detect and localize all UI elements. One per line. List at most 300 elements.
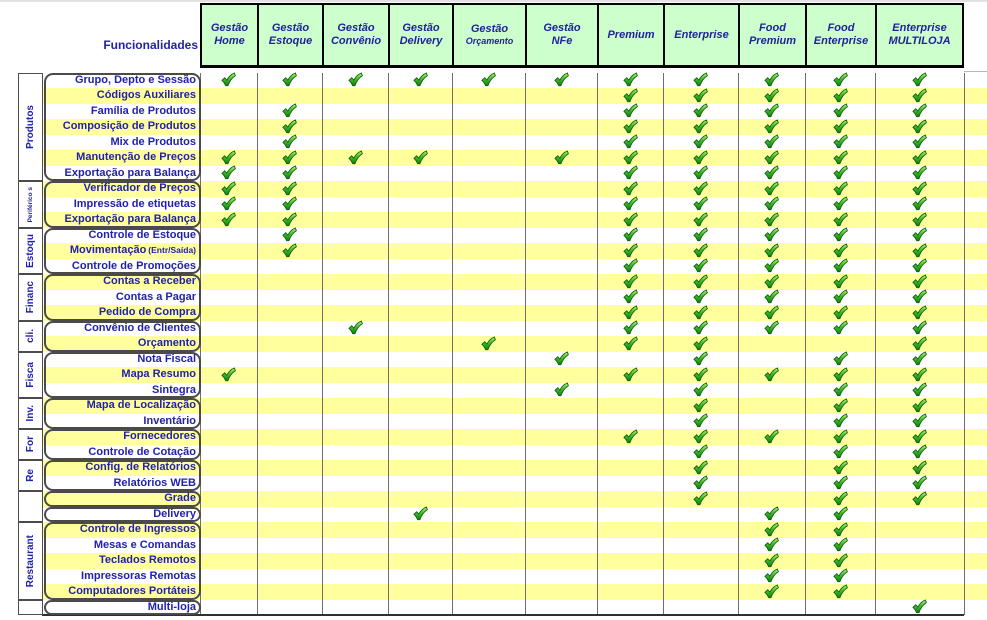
green-check-icon [554, 150, 569, 165]
column-grid-line [597, 73, 598, 616]
header-cell-edition-4 [452, 3, 527, 68]
green-check-icon [693, 320, 708, 335]
green-check-icon [282, 243, 297, 258]
green-check-icon [693, 475, 708, 490]
green-check-icon [282, 72, 297, 87]
green-check-icon [833, 320, 848, 335]
green-check-icon [912, 181, 927, 196]
green-check-icon [693, 289, 708, 304]
group-label-box [18, 600, 43, 616]
green-check-icon [833, 491, 848, 506]
green-check-icon [764, 119, 779, 134]
green-check-icon [221, 72, 236, 87]
green-check-icon [912, 72, 927, 87]
green-check-icon [693, 72, 708, 87]
row-label-text: Grade [164, 492, 196, 504]
row-label [46, 321, 196, 337]
green-check-icon [912, 305, 927, 320]
green-check-icon [764, 103, 779, 118]
row-label [46, 212, 196, 228]
green-check-icon [912, 491, 927, 506]
green-check-icon [833, 196, 848, 211]
header-cell-edition-0 [200, 3, 259, 68]
green-check-icon [833, 506, 848, 521]
row-label-text: Delivery [153, 507, 196, 520]
group-label-box [18, 491, 43, 522]
green-check-icon [833, 103, 848, 118]
green-check-icon [693, 227, 708, 242]
header-cell-line: Premium [607, 28, 655, 41]
green-check-icon [764, 150, 779, 165]
row-label-text: Mapa Resumo [121, 368, 196, 380]
green-check-icon [764, 243, 779, 258]
group-label: Re [25, 469, 36, 482]
group-label-box [18, 460, 43, 491]
green-check-icon [623, 165, 638, 180]
header-cell-line: Orçamento [465, 36, 514, 46]
header-cell-edition-8 [738, 3, 807, 68]
green-check-icon [693, 134, 708, 149]
green-check-icon [693, 460, 708, 475]
green-check-icon [623, 274, 638, 289]
row-label-text: Teclados Remotos [99, 554, 196, 566]
header-cell-line: Enterprise [892, 22, 947, 34]
green-check-icon [693, 103, 708, 118]
column-grid-line [257, 73, 258, 616]
green-check-icon [912, 243, 927, 258]
green-check-icon [912, 413, 927, 428]
green-check-icon [833, 227, 848, 242]
green-check-icon [833, 413, 848, 428]
group-label-box [18, 429, 43, 460]
functionalities-heading: Funcionalidades [103, 38, 198, 52]
green-check-icon [693, 398, 708, 413]
row-label-text: Verificador de Preços [83, 182, 196, 194]
green-check-icon [764, 367, 779, 382]
header-cell-edition-3 [388, 3, 454, 68]
green-check-icon [623, 227, 638, 242]
group-label-box [18, 73, 43, 182]
column-grid-line [525, 73, 526, 616]
row-label [46, 476, 196, 492]
green-check-icon [833, 351, 848, 366]
row-label [46, 181, 196, 197]
header-cell-line: Estoque [268, 35, 313, 47]
green-check-icon [693, 243, 708, 258]
green-check-icon [764, 181, 779, 196]
row-label-text: Manutenção de Preços [76, 151, 196, 163]
row-label-text: Controle de Cotação [88, 445, 196, 458]
row-label [46, 600, 196, 616]
group-label: Inv. [25, 405, 36, 422]
green-check-icon [623, 196, 638, 211]
header-cell-edition-2 [322, 3, 390, 68]
green-check-icon [693, 351, 708, 366]
green-check-icon [282, 212, 297, 227]
green-check-icon [348, 72, 363, 87]
green-check-icon [693, 258, 708, 273]
green-check-icon [764, 165, 779, 180]
green-check-icon [833, 258, 848, 273]
green-check-icon [912, 429, 927, 444]
group-label: For [25, 436, 36, 453]
green-check-icon [693, 429, 708, 444]
green-check-icon [912, 599, 927, 614]
green-check-icon [833, 181, 848, 196]
green-check-icon [833, 398, 848, 413]
green-check-icon [764, 506, 779, 521]
green-check-icon [912, 165, 927, 180]
green-check-icon [282, 165, 297, 180]
green-check-icon [833, 460, 848, 475]
green-check-icon [912, 367, 927, 382]
group-label-box [18, 181, 43, 228]
row-label [46, 522, 196, 538]
green-check-icon [623, 305, 638, 320]
row-label [46, 73, 196, 89]
column-grid-line [388, 73, 389, 616]
row-label-text: Fornecedores [123, 430, 196, 442]
row-label-text: Sintegra [151, 383, 196, 396]
green-check-icon [912, 88, 927, 103]
row-label [46, 228, 196, 244]
green-check-icon [764, 537, 779, 552]
row-label-text: Multi-loja [147, 600, 196, 613]
column-grid-line [805, 73, 806, 616]
green-check-icon [833, 289, 848, 304]
row-label [46, 383, 196, 399]
row-label-text: Composição de Produtos [62, 120, 196, 132]
green-check-icon [912, 320, 927, 335]
green-check-icon [912, 460, 927, 475]
row-label [46, 88, 196, 104]
green-check-icon [764, 522, 779, 537]
header-cell-line: Delivery [399, 35, 443, 47]
row-label-text: Mesas e Comandas [93, 538, 196, 551]
header-cell-edition-9 [805, 3, 877, 68]
green-check-icon [833, 367, 848, 382]
green-check-icon [833, 274, 848, 289]
green-check-icon [912, 258, 927, 273]
row-label [46, 290, 196, 306]
green-check-icon [348, 320, 363, 335]
green-check-icon [623, 181, 638, 196]
row-label [46, 166, 196, 182]
green-check-icon [693, 491, 708, 506]
green-check-icon [693, 413, 708, 428]
green-check-icon [833, 553, 848, 568]
green-check-icon [833, 243, 848, 258]
row-label [46, 414, 196, 430]
header-cell-line: Gestão [402, 22, 440, 34]
green-check-icon [833, 444, 848, 459]
row-label-text: Família de Produtos [90, 104, 196, 117]
group-label: Restaurant [25, 534, 36, 587]
green-check-icon [554, 351, 569, 366]
row-label [46, 398, 196, 414]
row-label-text: Impressoras Remotas [81, 569, 196, 582]
row-label [46, 104, 196, 120]
green-check-icon [764, 553, 779, 568]
group-label-box [18, 228, 43, 275]
green-check-icon [912, 119, 927, 134]
row-label-text: Nota Fiscal [137, 352, 196, 365]
row-label [46, 352, 196, 368]
green-check-icon [764, 320, 779, 335]
green-check-icon [833, 522, 848, 537]
row-label-text: Impressão de etiquetas [73, 197, 196, 210]
green-check-icon [693, 367, 708, 382]
green-check-icon [912, 475, 927, 490]
green-check-icon [764, 88, 779, 103]
green-check-icon [623, 103, 638, 118]
header-cell-line: Home [214, 35, 245, 47]
green-check-icon [764, 274, 779, 289]
group-label: Financ [25, 281, 36, 314]
row-label [46, 197, 196, 213]
green-check-icon [413, 506, 428, 521]
green-check-icon [764, 429, 779, 444]
green-check-icon [623, 150, 638, 165]
green-check-icon [693, 305, 708, 320]
green-check-icon [623, 367, 638, 382]
header-cell-line: Food [827, 22, 855, 34]
green-check-icon [912, 351, 927, 366]
group-label: Estoqu [25, 233, 36, 268]
row-label [46, 507, 196, 523]
green-check-icon [282, 227, 297, 242]
row-label-text: Relatórios WEB [113, 476, 196, 489]
green-check-icon [833, 382, 848, 397]
row-label-text: Controle de Promoções [71, 259, 196, 272]
row-label-small-text: (Entr/Saída) [148, 245, 196, 255]
green-check-icon [623, 72, 638, 87]
green-check-icon [221, 212, 236, 227]
header-cell-line: Gestão [271, 22, 310, 34]
row-label [46, 569, 196, 585]
green-check-icon [348, 150, 363, 165]
row-label-text: Inventário [143, 414, 196, 427]
green-check-icon [764, 227, 779, 242]
green-check-icon [554, 72, 569, 87]
green-check-icon [623, 212, 638, 227]
green-check-icon [912, 289, 927, 304]
green-check-icon [693, 274, 708, 289]
green-check-icon [221, 181, 236, 196]
green-check-icon [912, 227, 927, 242]
row-label [46, 274, 196, 290]
row-label-text: Movimentação [69, 244, 147, 256]
row-label-text: Controle de Estoque [88, 228, 196, 241]
header-cell-edition-1 [257, 3, 324, 68]
green-check-icon [764, 584, 779, 599]
top-window-edge [0, 0, 987, 2]
group-label-box [18, 321, 43, 352]
column-grid-line [738, 73, 739, 616]
green-check-icon [282, 181, 297, 196]
row-label-text: Exportação para Balança [64, 166, 196, 179]
group-label: Fisca [25, 361, 36, 388]
green-check-icon [693, 165, 708, 180]
green-check-icon [833, 165, 848, 180]
row-label [46, 460, 196, 476]
green-check-icon [764, 72, 779, 87]
green-check-icon [221, 150, 236, 165]
green-check-icon [912, 134, 927, 149]
green-check-icon [693, 88, 708, 103]
table-top-right-line [964, 71, 987, 72]
row-label-text: Contas a Receber [103, 275, 196, 287]
green-check-icon [833, 150, 848, 165]
green-check-icon [413, 150, 428, 165]
row-label-text: Contas a Pagar [115, 290, 196, 303]
green-check-icon [833, 568, 848, 583]
green-check-icon [833, 119, 848, 134]
green-check-icon [912, 150, 927, 165]
header-cell-line: Gestão [337, 22, 375, 34]
green-check-icon [623, 258, 638, 273]
green-check-icon [554, 382, 569, 397]
header-cell-line: Premium [748, 35, 797, 47]
green-check-icon [764, 289, 779, 304]
green-check-icon [693, 336, 708, 351]
row-label [46, 445, 196, 461]
row-label [46, 135, 196, 151]
green-check-icon [693, 196, 708, 211]
header-cell-line: Enterprise [674, 28, 729, 41]
row-label [46, 553, 196, 569]
row-label-text: Mapa de Localização [86, 399, 196, 411]
green-check-icon [282, 119, 297, 134]
green-check-icon [764, 212, 779, 227]
row-label [46, 243, 196, 259]
header-cell-line: Gestão [543, 22, 581, 34]
row-label [46, 491, 196, 507]
green-check-icon [764, 196, 779, 211]
header-cell-line: Gestão [470, 23, 509, 35]
green-check-icon [912, 398, 927, 413]
group-label-box [18, 522, 43, 600]
green-check-icon [912, 382, 927, 397]
green-check-icon [693, 181, 708, 196]
green-check-icon [623, 134, 638, 149]
row-label [46, 538, 196, 554]
row-label-text: Códigos Auxiliares [96, 89, 196, 101]
green-check-icon [693, 150, 708, 165]
green-check-icon [764, 258, 779, 273]
green-check-icon [833, 305, 848, 320]
header-cell-edition-6 [597, 3, 665, 68]
group-label: Produtos [25, 104, 36, 149]
green-check-icon [221, 196, 236, 211]
header-cell-edition-7 [663, 3, 740, 68]
row-label-text: Mix de Produtos [110, 135, 196, 148]
header-cell-line: NFe [551, 35, 573, 47]
header-cell-line: MULTILOJA [888, 35, 951, 47]
row-label [46, 259, 196, 275]
green-check-icon [764, 568, 779, 583]
green-check-icon [912, 444, 927, 459]
row-label [46, 336, 196, 352]
row-label-text: Controle de Ingressos [79, 523, 196, 535]
row-label-text: Config. de Relatórios [85, 461, 196, 473]
green-check-icon [413, 72, 428, 87]
green-check-icon [912, 274, 927, 289]
row-label [46, 429, 196, 445]
group-label-box [18, 352, 43, 399]
row-label [46, 119, 196, 135]
row-label [46, 367, 196, 383]
green-check-icon [623, 320, 638, 335]
green-check-icon [221, 367, 236, 382]
green-check-icon [833, 537, 848, 552]
green-check-icon [912, 103, 927, 118]
green-check-icon [764, 305, 779, 320]
header-cell-line: Food [759, 22, 786, 34]
green-check-icon [833, 584, 848, 599]
row-label-text: Pedido de Compra [98, 306, 196, 318]
row-label [46, 584, 196, 600]
green-check-icon [693, 444, 708, 459]
green-check-icon [623, 336, 638, 351]
row-label-text: Exportação para Balança [64, 213, 196, 225]
green-check-icon [833, 88, 848, 103]
group-label: cli. [25, 329, 36, 343]
green-check-icon [221, 165, 236, 180]
green-check-icon [912, 196, 927, 211]
row-label-text: Grupo, Depto e Sessão [74, 73, 196, 86]
green-check-icon [481, 336, 496, 351]
green-check-icon [282, 103, 297, 118]
column-grid-line [875, 73, 876, 616]
green-check-icon [623, 429, 638, 444]
green-check-icon [282, 134, 297, 149]
green-check-icon [833, 212, 848, 227]
green-check-icon [623, 289, 638, 304]
header-cell-line: Enterprise [813, 35, 869, 47]
green-check-icon [693, 212, 708, 227]
group-label: Periférico s [27, 186, 34, 222]
column-grid-line [964, 73, 965, 616]
green-check-icon [833, 72, 848, 87]
group-label-box [18, 398, 43, 429]
row-label-text: Convênio de Clientes [84, 321, 196, 334]
green-check-icon [693, 382, 708, 397]
row-label-text: Computadores Portáteis [68, 585, 196, 597]
header-cell-edition-5 [525, 3, 599, 68]
row-label-text: Orçamento [137, 337, 196, 349]
column-grid-line [322, 73, 323, 616]
green-check-icon [833, 429, 848, 444]
green-check-icon [693, 119, 708, 134]
header-cell-line: Gestão [210, 22, 249, 34]
header-cell-line: Convênio [330, 35, 382, 47]
green-check-icon [912, 212, 927, 227]
row-label [46, 305, 196, 321]
green-check-icon [623, 119, 638, 134]
group-label-box [18, 274, 43, 321]
row-label [46, 150, 196, 166]
green-check-icon [623, 243, 638, 258]
green-check-icon [282, 196, 297, 211]
green-check-icon [623, 88, 638, 103]
green-check-icon [833, 134, 848, 149]
green-check-icon [764, 134, 779, 149]
column-grid-line [452, 73, 453, 616]
column-grid-line [663, 73, 664, 616]
green-check-icon [833, 475, 848, 490]
green-check-icon [481, 72, 496, 87]
